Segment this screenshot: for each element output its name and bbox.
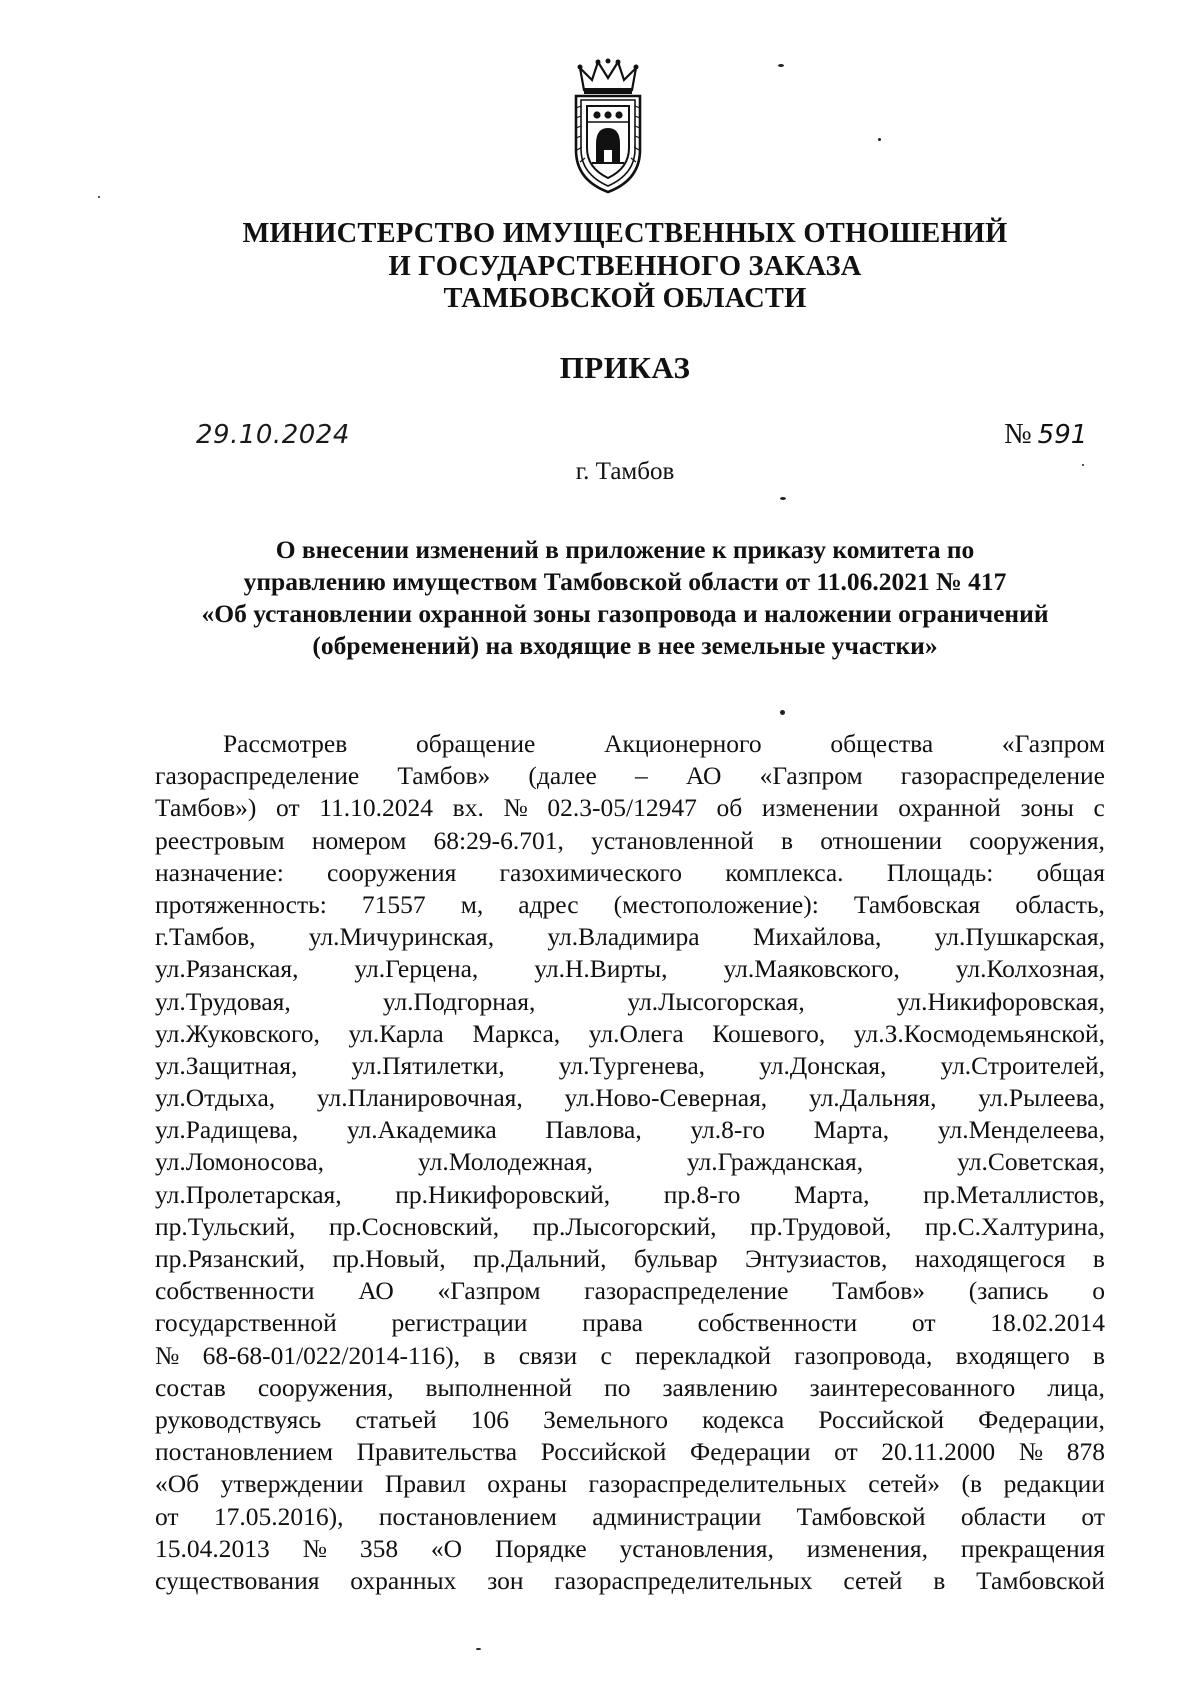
body-word: – xyxy=(634,761,648,791)
ministry-line-1: МИНИСТЕРСТВО ИМУЩЕСТВЕННЫХ ОТНОШЕНИЙ xyxy=(242,218,1008,249)
body-word: Тамбов») xyxy=(155,793,257,823)
body-word: ул.Герцена, xyxy=(354,954,479,984)
body-line xyxy=(155,1468,1105,1500)
body-word: 11.10.2024 xyxy=(319,793,434,823)
body-line xyxy=(155,1436,1105,1468)
body-line xyxy=(155,1565,1105,1597)
body-word: об xyxy=(716,793,743,823)
order-date: 29.10.2024 xyxy=(196,420,350,450)
body-word: ул.Ломоносова, xyxy=(155,1147,325,1177)
body-word: ул.Мичуринская, xyxy=(308,922,495,952)
body-word: Марта, xyxy=(793,1179,870,1209)
body-word: ул.Молодежная, xyxy=(418,1147,593,1177)
body-word: адрес xyxy=(518,889,579,919)
body-word: обращение xyxy=(416,729,536,758)
scan-speck xyxy=(780,497,786,500)
body-word: газораспределительных xyxy=(554,1565,813,1595)
body-word: общества xyxy=(830,729,934,758)
body-word: Правительства xyxy=(356,1437,518,1467)
body-line xyxy=(155,889,1105,921)
body-word: Российской xyxy=(818,1404,944,1434)
body-word: в xyxy=(933,1565,946,1595)
body-word: от xyxy=(276,793,300,823)
body-word: ул.Радищева, xyxy=(155,1115,299,1145)
body-word: с xyxy=(1093,793,1105,823)
body-word: статьей xyxy=(355,1404,437,1434)
body-word: ул.Олега xyxy=(588,1018,684,1048)
body-word: 878 xyxy=(1066,1437,1105,1467)
body-word: 358 xyxy=(359,1533,399,1563)
body-word: вх. xyxy=(452,793,484,823)
body-word: ул.Н.Вирты, xyxy=(534,954,668,984)
body-word: Российской xyxy=(540,1437,667,1467)
body-word: пр.Сосновский, xyxy=(328,1211,500,1241)
body-line xyxy=(155,1307,1105,1339)
body-word: газопровода, xyxy=(794,1340,933,1370)
body-word: в xyxy=(1092,1244,1105,1273)
body-word: «Газпром xyxy=(759,761,863,791)
body-word: ул.Менделеева, xyxy=(937,1115,1105,1145)
scan-speck xyxy=(778,64,784,67)
order-number xyxy=(1004,418,1087,451)
body-word: № xyxy=(302,1533,327,1563)
body-word: «Об xyxy=(155,1469,200,1499)
body-word: сетей xyxy=(843,1565,903,1595)
body-word: сооружения, xyxy=(257,1372,394,1402)
body-word: Акционерного xyxy=(604,729,762,758)
body-word: «Газпром xyxy=(437,1276,541,1306)
body-word: изменении xyxy=(761,793,879,823)
body-line xyxy=(155,953,1105,985)
scan-speck xyxy=(780,710,785,715)
body-line xyxy=(155,792,1105,824)
body-word: 17.05.2016), xyxy=(213,1501,344,1531)
body-line xyxy=(155,921,1105,953)
body-word: газораспределение xyxy=(900,761,1105,791)
body-word: кодекса xyxy=(702,1404,785,1434)
subject-line: (обременений) на входящие в нее земельные участки» xyxy=(312,631,938,660)
body-word: прекращения xyxy=(960,1533,1105,1563)
body-word: руководствуясь xyxy=(155,1404,322,1434)
body-word: 20.11.2000 xyxy=(881,1437,996,1467)
body-word: зоны xyxy=(1020,793,1074,823)
body-line xyxy=(155,1372,1105,1404)
body-word: отношении xyxy=(820,825,943,855)
body-word: пр.Рязанский, xyxy=(155,1244,306,1273)
body-word: Тамбовской xyxy=(976,1565,1105,1595)
body-word: выполненной xyxy=(425,1372,573,1402)
body-word: ул.Академика xyxy=(346,1115,497,1145)
body-word: Маркса, xyxy=(472,1018,561,1048)
body-word: назначение: xyxy=(155,857,284,887)
body-word: изменения, xyxy=(806,1533,928,1563)
body-word: (в xyxy=(961,1469,983,1499)
body-word: ул.Лысогорская, xyxy=(627,986,805,1016)
body-word: 68-68-01/022/2014-116), xyxy=(202,1340,461,1370)
body-word: Правил xyxy=(384,1469,466,1499)
body-word: пр.Лысогорский, xyxy=(532,1211,717,1241)
body-word: реестровым xyxy=(155,825,285,855)
body-word: ул.Ново-Северная, xyxy=(564,1083,768,1113)
body-word: 15.04.2013 xyxy=(155,1533,270,1563)
body-word: пр.Металлистов, xyxy=(923,1179,1105,1209)
body-word: общая xyxy=(1036,857,1105,887)
body-word: Земельного xyxy=(543,1404,668,1434)
document-type-title: ПРИКАЗ xyxy=(559,350,691,385)
body-word: с xyxy=(600,1340,612,1370)
body-word: сетей» xyxy=(868,1469,941,1499)
body-word: входящего xyxy=(955,1340,1070,1370)
body-word: в xyxy=(1092,1340,1105,1370)
body-word: м, xyxy=(460,889,484,919)
body-word: регистрации xyxy=(391,1308,528,1338)
body-word: от xyxy=(834,1437,858,1467)
body-line xyxy=(155,1533,1105,1565)
body-word: пр.Дальний, xyxy=(473,1244,607,1273)
body-word: собственности xyxy=(155,1276,315,1306)
body-word: связи xyxy=(518,1340,578,1370)
body-word: ул.Донская, xyxy=(759,1050,887,1080)
body-word: в xyxy=(780,825,794,855)
body-word: области xyxy=(960,1501,1047,1531)
body-word: ул.Владимира xyxy=(547,922,700,952)
body-word: газораспределение xyxy=(155,761,360,791)
body-word: газораспределение xyxy=(584,1276,789,1306)
body-word: 71557 xyxy=(361,889,426,919)
body-word: № xyxy=(503,793,528,823)
body-word: находящегося xyxy=(914,1244,1066,1273)
body-word: от xyxy=(911,1308,936,1338)
scan-speck xyxy=(1082,464,1084,466)
subject-line: О внесении изменений в приложение к приказу комитета по xyxy=(275,535,975,564)
scan-speck xyxy=(98,196,100,198)
body-word: ул.Дальняя, xyxy=(808,1083,937,1113)
body-line xyxy=(155,1146,1105,1178)
body-word: АО xyxy=(358,1276,394,1306)
body-word: ул.Строителей, xyxy=(940,1050,1105,1080)
body-word: ул.Отдыха, xyxy=(155,1083,276,1113)
body-word: ул.Защитная, xyxy=(155,1050,298,1080)
order-subject xyxy=(120,534,1130,662)
body-line xyxy=(155,760,1105,792)
body-word: утверждении xyxy=(220,1469,364,1499)
body-word: по xyxy=(604,1372,631,1402)
body-word: Тамбовской xyxy=(796,1501,926,1531)
body-line xyxy=(155,986,1105,1018)
body-line xyxy=(155,1243,1105,1275)
body-word: установленной xyxy=(591,825,754,855)
order-number-value: 591 xyxy=(1037,420,1088,450)
body-word: № xyxy=(155,1340,180,1370)
coat-of-arms-icon xyxy=(570,58,646,194)
body-word: состав xyxy=(155,1372,226,1402)
subject-line: управлению имуществом Тамбовской области от 11.06.2021 № 417 xyxy=(243,567,1007,596)
body-word: газораспределительных xyxy=(588,1469,847,1499)
body-line xyxy=(155,1404,1105,1436)
body-word: охранной xyxy=(898,793,1001,823)
body-word: пр.С.Халтурина, xyxy=(924,1211,1105,1241)
body-line xyxy=(155,1211,1105,1243)
body-line xyxy=(155,1114,1105,1146)
body-word: 02.3-05/12947 xyxy=(547,793,697,823)
body-word: ул.Рылеева, xyxy=(978,1083,1105,1113)
body-word: пр.8-го xyxy=(663,1179,741,1209)
subject-line: «Об установлении охранной зоны газопровода и наложении ограничений xyxy=(201,599,1049,628)
body-word: заявлению xyxy=(662,1372,778,1402)
body-word: Федерации xyxy=(690,1437,811,1467)
body-word: ул.Подгорная, xyxy=(382,986,536,1016)
body-line xyxy=(155,1275,1105,1307)
body-line xyxy=(155,1082,1105,1114)
body-word: Михайлова, xyxy=(752,922,882,952)
body-word: Порядке xyxy=(494,1533,587,1563)
body-word: лица, xyxy=(1047,1372,1105,1402)
body-line xyxy=(155,1018,1105,1050)
body-word: ул.Рязанская, xyxy=(155,954,299,984)
body-word: пр.Трудовой, xyxy=(750,1211,892,1241)
body-word: АО xyxy=(685,761,722,791)
body-word: в xyxy=(483,1340,496,1370)
body-line xyxy=(155,728,1105,760)
body-word: ул.Гражданская, xyxy=(686,1147,864,1177)
scan-speck xyxy=(476,1648,481,1650)
body-word: ул.Пушкарская, xyxy=(934,922,1105,952)
ministry-line-2: И ГОСУДАРСТВЕННОГО ЗАКАЗА xyxy=(388,250,862,282)
body-line xyxy=(155,1179,1105,1211)
body-word: ул.Жуковского, xyxy=(155,1018,320,1048)
body-word: о xyxy=(1092,1276,1105,1306)
body-word: перекладкой xyxy=(635,1340,771,1370)
body-word: сооружения, xyxy=(969,825,1105,855)
body-word: пр.Тульский, xyxy=(155,1211,296,1241)
body-line xyxy=(155,1340,1105,1372)
body-word: существования xyxy=(155,1565,320,1595)
body-word: Площадь: xyxy=(886,857,994,887)
body-line xyxy=(155,1501,1105,1533)
body-word: ул.Никифоровская, xyxy=(896,986,1105,1016)
body-word: сооружения xyxy=(327,857,457,887)
body-word: (запись xyxy=(968,1276,1049,1306)
body-line xyxy=(155,857,1105,889)
body-word: бульвар xyxy=(633,1244,718,1273)
body-word: от xyxy=(1081,1501,1105,1531)
body-word: ул.Карла xyxy=(348,1018,444,1048)
scan-speck xyxy=(878,138,881,141)
body-word: № xyxy=(1018,1437,1044,1467)
body-word: ул.Маяковского, xyxy=(723,954,900,984)
body-word: (далее xyxy=(528,761,597,791)
body-word: 18.02.2014 xyxy=(990,1308,1105,1338)
body-word: от xyxy=(155,1501,179,1531)
body-word: ул.Тургенева, xyxy=(558,1050,706,1080)
body-word: ул.Планировочная, xyxy=(316,1083,523,1113)
body-word: Павлова, xyxy=(545,1115,642,1145)
body-word: 106 xyxy=(470,1404,509,1434)
body-word: Федерации, xyxy=(978,1404,1105,1434)
body-word: пр.Новый, xyxy=(332,1244,446,1273)
body-word: Кошевого, xyxy=(712,1018,826,1048)
body-word: государственной xyxy=(155,1308,337,1338)
order-body-text xyxy=(155,728,1105,1597)
body-word: права xyxy=(582,1308,643,1338)
body-word: заинтересованного xyxy=(809,1372,1016,1402)
body-line xyxy=(155,825,1105,857)
body-word: г.Тамбов, xyxy=(155,922,256,952)
body-word: зон xyxy=(487,1565,524,1595)
body-word: номером xyxy=(311,825,407,855)
body-word: ул.8-го xyxy=(690,1115,765,1145)
body-word: постановлением xyxy=(155,1437,334,1467)
body-word: область, xyxy=(1015,889,1105,919)
body-word: Тамбов» xyxy=(832,1276,926,1306)
body-word: «О xyxy=(430,1533,463,1563)
body-word: 68:29-6.701, xyxy=(433,825,564,855)
body-word: протяженность: xyxy=(155,889,327,919)
body-word: редакции xyxy=(1003,1469,1105,1499)
body-word: комплекса. xyxy=(725,857,844,887)
body-word: установления, xyxy=(619,1533,774,1563)
body-word: Марта, xyxy=(813,1115,890,1145)
body-word: Энтузиастов, xyxy=(745,1244,888,1273)
body-word: охраны xyxy=(487,1469,567,1499)
body-word: ул.Советская, xyxy=(957,1147,1105,1177)
number-sign: № xyxy=(1004,418,1032,450)
body-word: администрации xyxy=(592,1501,762,1531)
body-word: ул.Пролетарская, xyxy=(155,1179,342,1209)
body-word: ул.Пятилетки, xyxy=(351,1050,505,1080)
body-word: ул.З.Космодемьянской, xyxy=(853,1018,1105,1048)
body-word: Тамбов» xyxy=(397,761,491,791)
body-word: газохимического xyxy=(499,857,683,887)
order-city: г. Тамбов xyxy=(575,458,675,485)
body-word: «Газпром xyxy=(1001,729,1105,758)
body-word: ул.Колхозная, xyxy=(955,954,1105,984)
body-word: ул.Трудовая, xyxy=(155,986,291,1016)
body-word: Рассмотрев xyxy=(223,729,348,758)
body-line xyxy=(155,1050,1105,1082)
body-word: пр.Никифоровский, xyxy=(395,1179,611,1209)
body-word: постановлением xyxy=(378,1501,557,1531)
ministry-name xyxy=(160,218,1090,316)
body-word: собственности xyxy=(697,1308,858,1338)
body-word: охранных xyxy=(350,1565,457,1595)
body-word: (местоположение): xyxy=(613,889,819,919)
body-word: Тамбовская xyxy=(853,889,981,919)
ministry-line-3: ТАМБОВСКОЙ ОБЛАСТИ xyxy=(443,283,807,314)
